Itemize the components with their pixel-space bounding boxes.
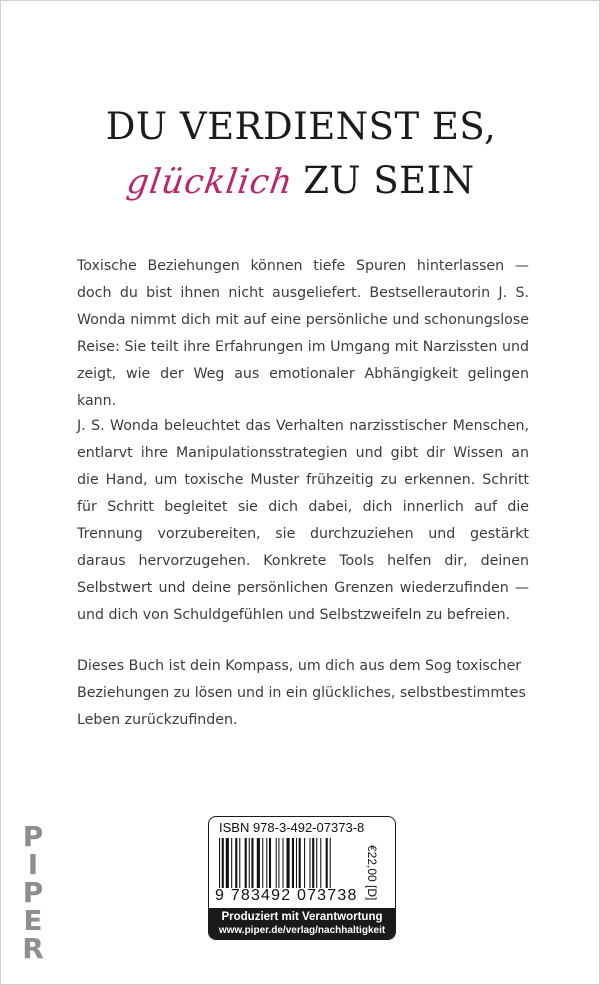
- responsibility-url: www.piper.de/verlag/nachhaltigkeit: [218, 925, 386, 936]
- barcode-bar: [262, 838, 263, 888]
- barcode-bar: [292, 838, 294, 888]
- barcode-bar: [282, 838, 283, 888]
- barcode-bar: [312, 838, 314, 888]
- barcode-bar: [304, 838, 305, 888]
- headline-line-1: DU VERDIENST ES,: [105, 105, 497, 148]
- price-text: €22,00 [D]: [365, 845, 379, 901]
- publisher-logo-letter: I: [27, 848, 39, 881]
- barcode-bar: [235, 838, 237, 888]
- barcode-bar: [226, 838, 229, 888]
- ean-digits: 9 783492 073738: [215, 887, 358, 904]
- barcode-bar: [296, 838, 297, 888]
- barcode-bar: [251, 838, 253, 888]
- barcode-bar: [287, 838, 290, 888]
- barcode-bar: [316, 838, 317, 888]
- isbn-number: ISBN 978-3-492-07373-8: [219, 820, 365, 835]
- blurb-paragraph-1: Toxische Beziehungen können tiefe Spuren hinterlassen — doch du bist ihnen nicht ausgeliefert. Bestsellerautorin J. S. Wonda nimmt dich mit auf eine persönliche und schonungslose Reise: Sie teilt ihre Erfahrungen im Umgang mit Narzissten und zeigt, wie der Weg aus emotionaler Abhängigkeit gelingen kann.: [77, 258, 529, 410]
- headline-line-2-rest: ZU SEIN: [303, 159, 475, 202]
- barcode-label: [208, 816, 396, 940]
- barcode-bar: [299, 838, 301, 888]
- price-tag: [365, 845, 389, 905]
- barcode-bar: [239, 838, 240, 888]
- barcode-bar: [245, 838, 247, 888]
- barcode-bar: [249, 838, 250, 888]
- publisher-logo-letter: R: [22, 932, 44, 965]
- barcode-bar: [231, 838, 232, 888]
- blurb-paragraph-2: J. S. Wonda beleuchtet das Verhalten narzisstischer Menschen, entlarvt ihre Manipulationsstrategien und gibt dir Wissen an die Hand, um toxische Muster frühzeitig zu erkennen. Schritt für Schritt begleitet sie dich dabei, dich innerlich auf die Trennung vorzubereiten, sie durchzuziehen und gestärkt daraus hervorzugehen. Konkrete Tools helfen dir, deinen Selbstwert und deine persönlichen Grenzen wiederzufinden — und dich von Schuldgefühlen und Selbstzweifeln zu befreien.: [77, 418, 529, 624]
- barcode-bars: [219, 838, 365, 888]
- barcode-bar: [326, 838, 328, 888]
- publisher-logo-letter: E: [23, 904, 43, 937]
- publisher-logo-letter: P: [22, 876, 44, 909]
- blurb-paragraph-3: Dieses Buch ist dein Kompass, um dich aus dem Sog toxischer Beziehungen zu lösen und in ein glückliches, selbstbestimmtes Leben zurückzufinden.: [77, 658, 526, 729]
- publisher-logo-letter: P: [22, 820, 44, 853]
- barcode-bar: [257, 838, 260, 888]
- barcode-bar: [219, 838, 220, 888]
- barcode-bar: [320, 838, 321, 888]
- headline-script-word: glücklich: [124, 162, 296, 202]
- publisher-logo: [15, 820, 51, 965]
- headline: [1, 103, 600, 213]
- barcode-bar: [222, 838, 224, 888]
- barcode-bar: [278, 838, 279, 888]
- barcode-bar: [330, 838, 331, 888]
- barcode-bar: [309, 838, 310, 888]
- barcode-bar: [269, 838, 271, 888]
- barcode-bar: [276, 838, 277, 888]
- headline-line-2: [1, 157, 600, 213]
- responsibility-banner: [209, 908, 395, 939]
- responsibility-title: Produziert mit Verantwortung: [221, 911, 383, 923]
- barcode-bar: [266, 838, 267, 888]
